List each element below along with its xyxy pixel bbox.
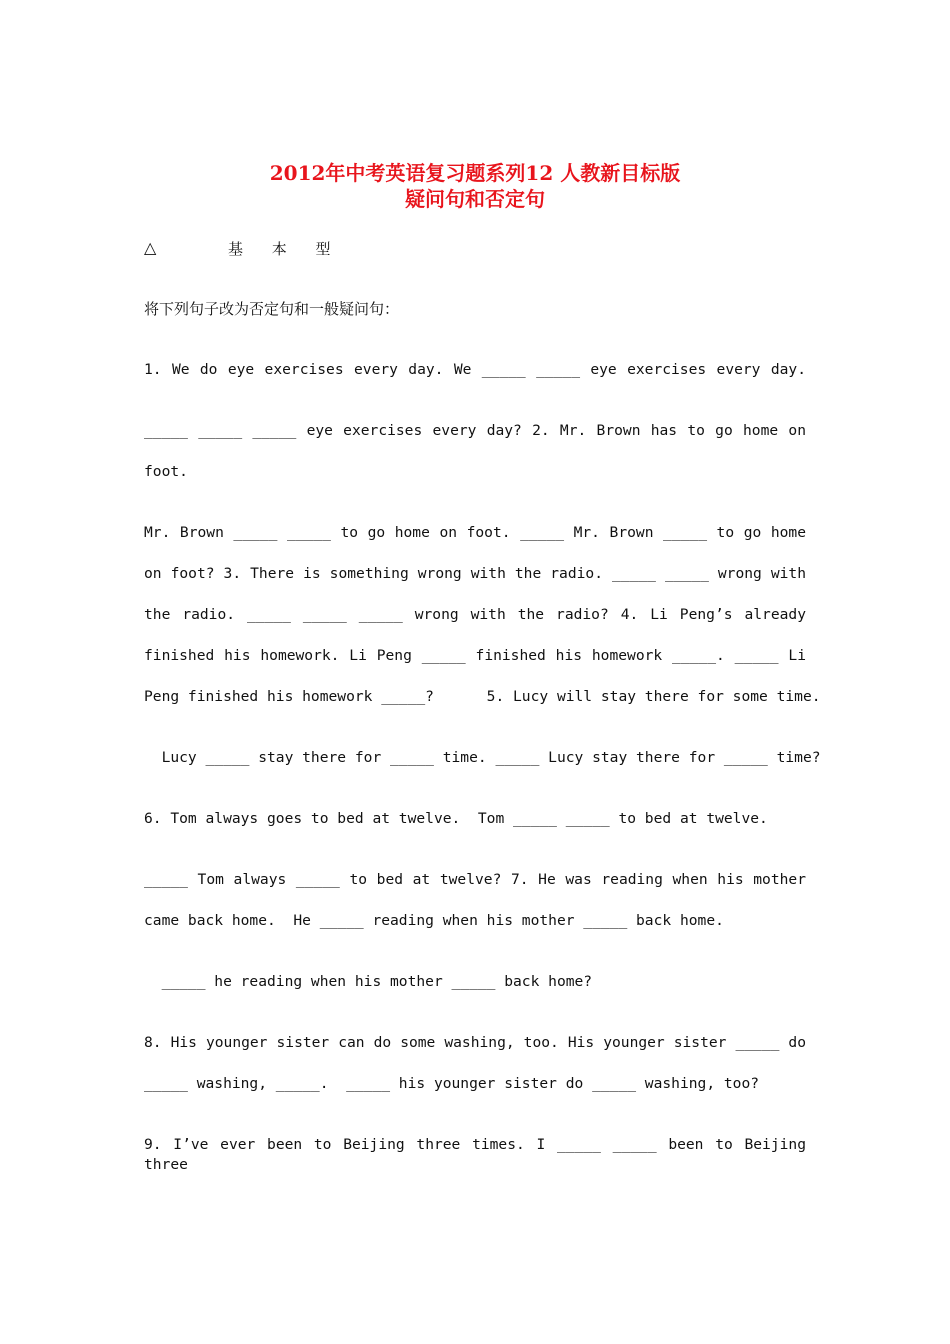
document-subtitle: 疑问句和否定句 [405,187,545,211]
exercise-line: 9. I’ve ever been to Beijing three times. I _____ _____ been to Beijing three [144,1136,806,1173]
exercise-line: _____ _____ _____ eye exercises every day? 2. Mr. Brown has to go home on [144,422,806,439]
document-title: 2012年中考英语复习题系列12 人教新目标版 [269,161,681,185]
exercise-line: Lucy _____ stay there for _____ time. _____ Lucy stay there for _____ time? [144,749,821,766]
exercise-line: finished his homework. Li Peng _____ finished his homework _____. _____ Li [144,647,806,664]
exercise-line: _____ washing, _____. _____ his younger sister do _____ washing, too? [144,1075,760,1092]
exercise-line: 8. His younger sister can do some washing, too. His younger sister _____ do [144,1034,806,1051]
exercise-line: the radio. _____ _____ _____ wrong with the radio? 4. Li Peng’s already [144,606,806,623]
exercise-line: 6. Tom always goes to bed at twelve. Tom _____ _____ to bed at twelve. [144,810,768,827]
exercise-line: _____ Tom always _____ to bed at twelve? 7. He was reading when his mother [144,871,806,888]
exercise-line: came back home. He _____ reading when his mother _____ back home. [144,912,724,929]
instruction-text: 将下列句子改为否定句和一般疑问句： [144,300,400,318]
exercise-line: 1. We do eye exercises every day. We _____ _____ eye exercises every day. [144,361,806,378]
triangle-icon: △ [144,238,157,257]
exercise-line: Peng finished his homework _____? 5. Lucy will stay there for some time. [144,688,821,705]
exercise-line: on foot? 3. There is something wrong with the radio. _____ _____ wrong with [144,565,806,582]
section-label: 基 本 型 [228,240,343,258]
exercise-line: _____ he reading when his mother _____ back home? [144,973,593,990]
exercise-line: foot. [144,463,188,480]
exercise-line: Mr. Brown _____ _____ to go home on foot. _____ Mr. Brown _____ to go home [144,524,806,541]
